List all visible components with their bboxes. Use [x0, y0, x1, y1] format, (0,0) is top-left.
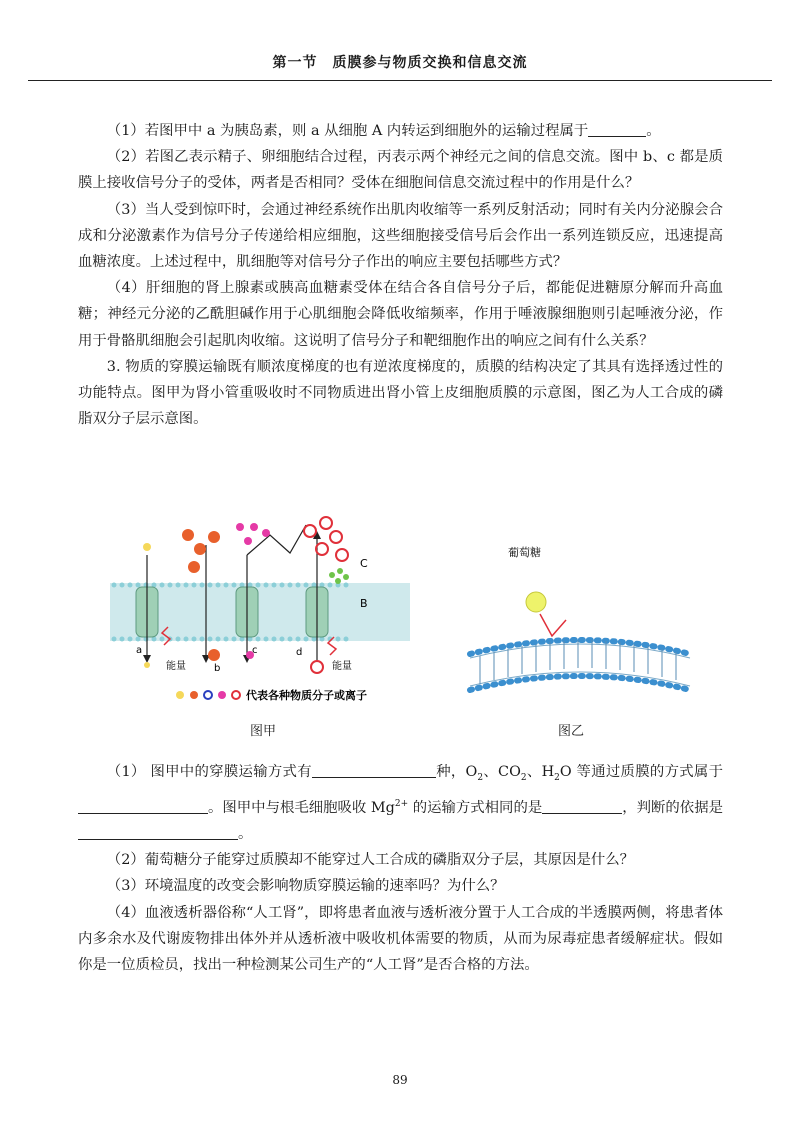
label-c: c — [252, 645, 258, 656]
glucose-bounce-arrow — [540, 614, 566, 636]
molecule-yellow — [143, 543, 151, 551]
answer-blank-3 — [542, 798, 622, 813]
bilayer-top-heads — [470, 640, 690, 654]
question-1 — [78, 118, 723, 144]
bq1-part-c: 、CO — [483, 764, 521, 780]
figure-jia-caption: 图甲 — [250, 724, 277, 739]
questions-bottom — [78, 759, 723, 978]
glycoprotein — [329, 568, 349, 584]
glucose-molecule — [526, 592, 546, 612]
label-b: b — [214, 663, 221, 674]
problem-3-intro: 3. 物质的穿膜运输既有顺浓度梯度的也有逆浓度梯度的，质膜的结构决定了其具有选择透过性的功能特点。图甲为肾小管重吸收时不同物质进出肾小管上皮细胞质膜的示意图，图乙为人工合成的磷脂双分子层示意图。 — [78, 358, 723, 428]
bq1-part-h: ，判断的依据是 — [622, 799, 723, 816]
answer-blank — [588, 122, 646, 137]
questions-top — [78, 118, 723, 432]
question-1-text: （1）若图甲中 a 为胰岛素，则 a 从细胞 A 内转运到细胞外的运输过程属于 — [106, 123, 589, 139]
bottom-question-4: （4）血液透析器俗称“人工肾”，即将患者血液与透析液分置于人工合成的半透膜两侧，将患者体内多余水及代谢废物排出体外并从透析液中吸收机体需要的物质，从而为尿毒症患者缓解症状。假如你是一位质检员，找出一种检测某公司生产的“人工肾”是否合格的方法。 — [78, 904, 723, 974]
bq1-part-b: 种，O — [435, 764, 478, 780]
bottom-question-1 — [78, 759, 723, 847]
legend-orange — [190, 691, 198, 699]
legend-pink — [218, 691, 226, 699]
header-divider — [28, 80, 772, 81]
answer-blank-2 — [78, 798, 208, 813]
bilayer-bottom-heads — [470, 676, 690, 690]
label-a: a — [136, 645, 143, 656]
bq1-part-g: 的运输方式相同的是 — [408, 799, 543, 816]
question-4: （4）肝细胞的肾上腺素或胰高血糖素受体在结合各自信号分子后，都能促进糖原分解而升高血糖；神经元分泌的乙酰胆碱作用于心肌细胞会降低收缩频率，作用于唾液腺细胞则引起唾液分泌，作用于骨骼肌细胞会引起肌肉收缩。这说明了信号分子和靶细胞作出的响应之间有什么关系？ — [78, 280, 723, 349]
bq1-part-d: 、H — [526, 764, 555, 780]
legend-yellow — [176, 691, 184, 699]
co2-subscript: 2 — [520, 772, 527, 783]
bottom-question-2: （2）葡萄糖分子能穿过质膜却不能穿过人工合成的磷脂双分子层，其原因是什么？ — [106, 852, 635, 869]
bq1-part-f: 。图甲中与根毛细胞吸收 Mg — [208, 799, 395, 816]
legend-red-ring — [232, 691, 240, 699]
bottom-question-3: （3）环境温度的改变会影响物质穿膜运输的速率吗？为什么？ — [106, 878, 505, 895]
figure-yi-caption: 图乙 — [558, 724, 585, 739]
bq1-end: 。 — [238, 826, 253, 843]
figure-yi — [460, 536, 700, 706]
glucose-label: 葡萄糖 — [508, 546, 541, 559]
question-3: （3）当人受到惊吓时，会通过神经系统作出肌肉收缩等一系列反射活动；同时有关内分泌腺会合成和分泌激素作为信号分子传递给相应细胞，这些细胞接受信号后会作出一系列连锁反应，迅速提高血糖浓度。上述过程中，肌细胞等对信号分子作出的响应主要包括哪些方式？ — [78, 201, 723, 271]
question-1-end: 。 — [646, 123, 661, 139]
label-C: C — [360, 557, 368, 570]
bq1-part-e: O 等通过质膜的方式属于 — [559, 764, 723, 780]
legend-text: 代表各种物质分子或离子 — [246, 689, 367, 702]
label-B: B — [360, 597, 368, 610]
o2-subscript: 2 — [477, 772, 484, 783]
answer-blank-1 — [312, 763, 436, 778]
legend-blue — [204, 691, 212, 699]
label-d: d — [296, 647, 303, 658]
mg-superscript: 2+ — [394, 799, 409, 810]
question-2: （2）若图乙表示精子、卵细胞结合过程，丙表示两个神经元之间的信息交流。图中 b、c 都是质膜上接收信号分子的受体，两者是否相同？受体在细胞间信息交流过程中的作用是什么？ — [78, 149, 723, 192]
molecule-pink — [236, 523, 244, 531]
bq1-part-a: （1） 图甲中的穿膜运输方式有 — [106, 764, 312, 780]
h2o-subscript: 2 — [554, 772, 560, 783]
answer-blank-4 — [78, 825, 238, 840]
molecule-red-ring — [304, 525, 316, 537]
page-number: 89 — [392, 1073, 408, 1087]
figure-jia — [110, 515, 410, 715]
molecule-orange — [182, 529, 194, 541]
energy-label-2: 能量 — [332, 661, 352, 672]
energy-label-1: 能量 — [166, 661, 186, 672]
running-header: 第一节 质膜参与物质交换和信息交流 — [272, 55, 528, 71]
